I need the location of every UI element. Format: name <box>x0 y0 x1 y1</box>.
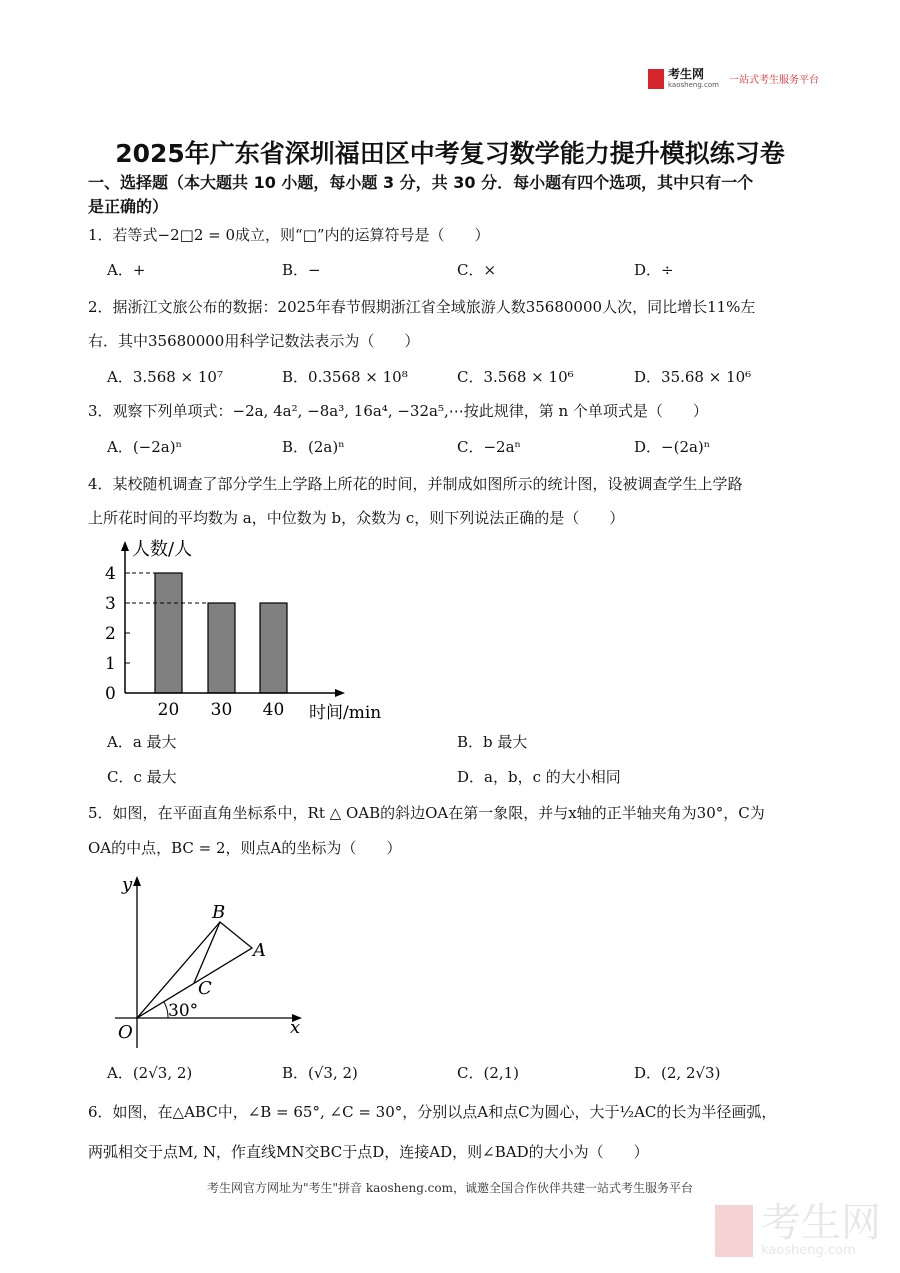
option: D．(2, 2√3) <box>634 1064 721 1082</box>
label-y: y <box>122 874 133 895</box>
option: A．(2√3, 2) <box>107 1064 193 1082</box>
bar-chart <box>95 535 395 730</box>
label-b: B <box>212 902 226 923</box>
option: B．(2a)ⁿ <box>282 438 345 456</box>
logo-icon <box>648 69 664 89</box>
question-2: 2．据浙江文旅公布的数据：2025年春节假期浙江省全域旅游人数35680000人次，同比增长11%左 <box>88 298 756 316</box>
logo-text: 考生网 <box>668 67 705 81</box>
option: A．+ <box>107 261 146 279</box>
y-tick-label: 4 <box>105 564 116 584</box>
option: D．−(2a)ⁿ <box>634 438 711 456</box>
option: C．3.568 × 10⁶ <box>457 368 574 386</box>
option: C．c 最大 <box>107 768 177 786</box>
y-tick-label: 2 <box>105 624 116 644</box>
option: B．− <box>282 261 321 279</box>
x-axis-arrow <box>335 689 345 697</box>
question-4-cont: 上所花时间的平均数为 a，中位数为 b，众数为 c，则下列说法正确的是（ ） <box>88 509 625 527</box>
watermark-text: 考生网 <box>761 1200 881 1246</box>
option: B．0.3568 × 10⁸ <box>282 368 408 386</box>
footer-text: 考生网官方网址为"考生"拼音 kaosheng.com，诚邀全国合作伙伴共建一站式考生服务平台 <box>206 1181 694 1195</box>
option: B．(√3, 2) <box>282 1064 358 1082</box>
section-heading-cont: 是正确的） <box>88 197 169 216</box>
option: D．35.68 × 10⁶ <box>634 368 752 386</box>
label-x: x <box>290 1017 301 1038</box>
y-tick-label: 3 <box>105 594 116 614</box>
x-tick-label: 30 <box>210 700 233 720</box>
x-tick-label: 20 <box>157 700 180 720</box>
option: D．a，b，c 的大小相同 <box>457 768 621 786</box>
label-o: O <box>118 1022 133 1043</box>
question-4: 4．某校随机调查了部分学生上学路上所花的时间，并制成如图所示的统计图，设被调查学生上学路 <box>88 475 743 493</box>
option: A．(−2a)ⁿ <box>107 438 183 456</box>
geometry-figure <box>100 870 315 1050</box>
option: C．−2aⁿ <box>457 438 522 456</box>
slogan: 一站式考生服务平台 <box>728 75 819 86</box>
question-2-cont: 右．其中35680000用科学记数法表示为（ ） <box>88 332 420 350</box>
brand-logo <box>648 68 819 89</box>
label-angle: 30° <box>168 1001 199 1021</box>
question-6-cont: 两弧相交于点M, N，作直线MN交BC于点D，连接AD，则∠BAD的大小为（ ） <box>88 1143 649 1161</box>
x-tick-label: 40 <box>262 700 285 720</box>
y-tick-label: 1 <box>105 654 116 674</box>
y-axis-arrow <box>121 541 129 551</box>
y-tick-label: 0 <box>105 684 116 704</box>
option: D．÷ <box>634 261 674 279</box>
watermark-logo <box>715 1200 881 1258</box>
option: A．a 最大 <box>107 733 177 751</box>
page-title: 2025年广东省深圳福田区中考复习数学能力提升模拟练习卷 <box>115 139 785 168</box>
logo-text-group <box>668 68 719 89</box>
logo-domain: kaosheng.com <box>668 81 719 89</box>
bar-20 <box>155 573 182 693</box>
question-5-cont: OA的中点，BC = 2，则点A的坐标为（ ） <box>88 839 402 857</box>
bar-40 <box>260 603 287 693</box>
watermark-icon <box>715 1205 753 1257</box>
watermark-domain: kaosheng.com <box>761 1243 856 1258</box>
question-1: 1．若等式−2□2 = 0成立，则“□”内的运算符号是（ ） <box>88 226 490 244</box>
question-3: 3．观察下列单项式：−2a, 4a², −8a³, 16a⁴, −32a⁵,⋯按此规律，第 n 个单项式是（ ） <box>88 402 708 420</box>
watermark-text-group <box>761 1200 881 1258</box>
option: B．b 最大 <box>457 733 528 751</box>
option: A．3.568 × 10⁷ <box>107 368 223 386</box>
option: C．× <box>457 261 497 279</box>
y-axis-arrow <box>133 876 141 886</box>
section-heading: 一、选择题（本大题共 10 小题，每小题 3 分，共 30 分．每小题有四个选项，其中只有一个 <box>88 173 754 192</box>
question-5: 5．如图，在平面直角坐标系中，Rt △ OAB的斜边OA在第一象限，并与x轴的正半轴夹角为30°，C为 <box>88 804 765 822</box>
x-axis-label: 时间/min <box>309 703 382 723</box>
option: C．(2,1) <box>457 1064 520 1082</box>
y-axis-label: 人数/人 <box>132 539 193 560</box>
question-6: 6．如图，在△ABC中，∠B = 65°, ∠C = 30°，分别以点A和点C为圆心，大于½AC的长为半径画弧， <box>88 1103 777 1121</box>
label-a: A <box>253 940 266 961</box>
segment-bc <box>194 922 220 983</box>
bar-30 <box>208 603 235 693</box>
label-c: C <box>198 978 212 999</box>
